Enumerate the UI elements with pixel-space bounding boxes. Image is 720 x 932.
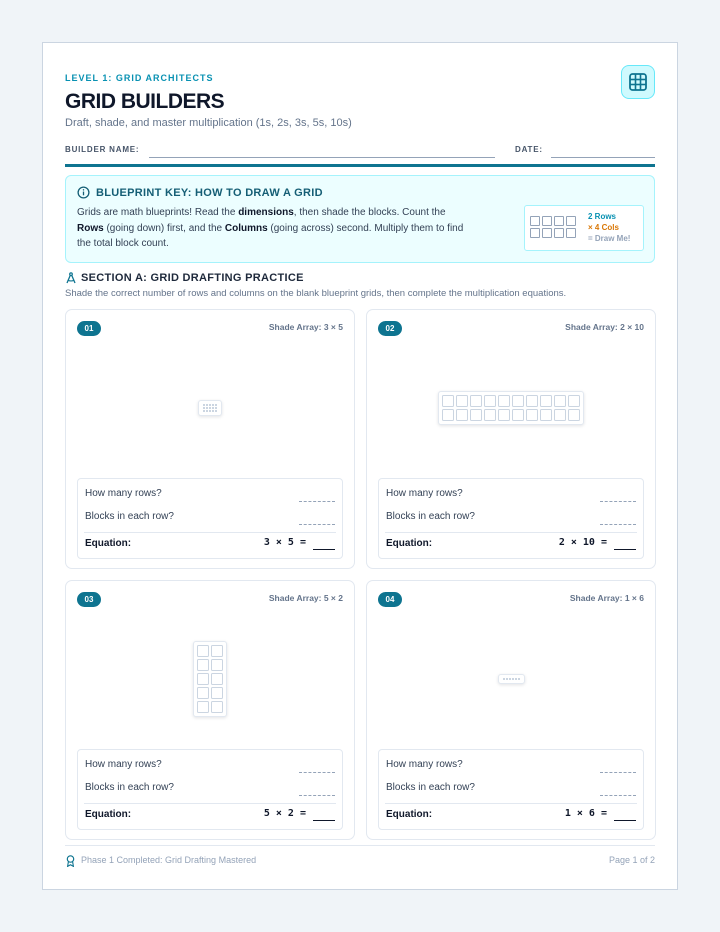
grid-cell[interactable] bbox=[456, 409, 468, 421]
grid-cell[interactable] bbox=[211, 645, 223, 657]
grid-cell[interactable] bbox=[212, 404, 214, 406]
grid-cell[interactable] bbox=[568, 395, 580, 407]
date-label: DATE: bbox=[515, 145, 543, 154]
shade-array-label: Shade Array: 1 × 6 bbox=[569, 593, 644, 603]
problem-number-badge: 02 bbox=[378, 321, 402, 336]
date-field[interactable] bbox=[551, 157, 655, 158]
demo-grid-cell bbox=[554, 228, 564, 238]
award-ribbon-icon bbox=[65, 854, 76, 872]
rows-answer-blank[interactable] bbox=[299, 501, 335, 502]
demo-grid-cell bbox=[566, 228, 576, 238]
grid-cell[interactable] bbox=[211, 687, 223, 699]
grid-cell[interactable] bbox=[197, 659, 209, 671]
shade-array-label: Shade Array: 3 × 5 bbox=[268, 322, 343, 332]
section-title: SECTION A: GRID DRAFTING PRACTICE bbox=[81, 272, 304, 284]
rows-answer-blank[interactable] bbox=[600, 501, 636, 502]
grid-cell[interactable] bbox=[215, 410, 217, 412]
grid-cell[interactable] bbox=[203, 404, 205, 406]
section-description: Shade the correct number of rows and columns on the blank blueprint grids, then complete the multiplication equations. bbox=[65, 288, 567, 299]
grid-cell[interactable] bbox=[470, 409, 482, 421]
grid-cell[interactable] bbox=[518, 678, 520, 680]
problem-card-02 bbox=[366, 309, 656, 569]
problem-card-04 bbox=[366, 580, 656, 840]
blueprint-grid-area bbox=[367, 340, 655, 476]
builder-name-field[interactable] bbox=[149, 157, 495, 158]
demo-grid-cell bbox=[530, 216, 540, 226]
answer-divider bbox=[84, 803, 336, 804]
grid-icon bbox=[621, 65, 655, 99]
header-divider bbox=[65, 164, 655, 167]
rows-question: How many rows? bbox=[85, 488, 162, 499]
grid-cell[interactable] bbox=[526, 395, 538, 407]
blueprint-grid[interactable] bbox=[438, 391, 584, 425]
grid-cell[interactable] bbox=[540, 395, 552, 407]
grid-cell[interactable] bbox=[209, 404, 211, 406]
builder-name-label: BUILDER NAME: bbox=[65, 145, 140, 154]
grid-cell[interactable] bbox=[211, 659, 223, 671]
problem-number-badge: 01 bbox=[77, 321, 101, 336]
blueprint-key-title: BLUEPRINT KEY: HOW TO DRAW A GRID bbox=[96, 187, 323, 199]
cols-question: Blocks in each row? bbox=[85, 782, 174, 793]
demo-result-text: = Draw Me! bbox=[588, 234, 631, 243]
grid-cell[interactable] bbox=[470, 395, 482, 407]
grid-cell[interactable] bbox=[211, 701, 223, 713]
grid-cell[interactable] bbox=[197, 645, 209, 657]
grid-cell[interactable] bbox=[509, 678, 511, 680]
grid-cell[interactable] bbox=[206, 410, 208, 412]
problem-number-badge: 03 bbox=[77, 592, 101, 607]
grid-cell[interactable] bbox=[484, 395, 496, 407]
footer-divider bbox=[65, 845, 655, 846]
equation-label: Equation: bbox=[85, 809, 132, 820]
blueprint-demo-box bbox=[524, 205, 644, 251]
grid-cell[interactable] bbox=[206, 404, 208, 406]
grid-cell[interactable] bbox=[442, 395, 454, 407]
info-icon bbox=[77, 186, 90, 204]
worksheet-page bbox=[42, 42, 678, 890]
grid-cell[interactable] bbox=[540, 409, 552, 421]
grid-cell[interactable] bbox=[215, 407, 217, 409]
grid-cell[interactable] bbox=[206, 407, 208, 409]
footer-status: Phase 1 Completed: Grid Drafting Mastered bbox=[81, 855, 257, 865]
problem-number-badge: 04 bbox=[378, 592, 402, 607]
answer-divider bbox=[385, 803, 637, 804]
cols-question: Blocks in each row? bbox=[386, 782, 475, 793]
page-subtitle: Draft, shade, and master multiplication (1s, 2s, 3s, 5s, 10s) bbox=[65, 117, 352, 129]
cols-question: Blocks in each row? bbox=[386, 511, 475, 522]
equation-text: 3 × 5 = bbox=[263, 537, 306, 548]
grid-cell[interactable] bbox=[203, 407, 205, 409]
blueprint-grid[interactable] bbox=[193, 641, 227, 717]
shade-array-label: Shade Array: 2 × 10 bbox=[565, 322, 644, 332]
drafting-compass-icon bbox=[65, 271, 77, 289]
cols-answer-blank[interactable] bbox=[600, 795, 636, 796]
name-date-row bbox=[65, 143, 655, 159]
cols-question: Blocks in each row? bbox=[85, 511, 174, 522]
cols-answer-blank[interactable] bbox=[299, 795, 335, 796]
grid-cell[interactable] bbox=[554, 395, 566, 407]
demo-cols-text: × 4 Cols bbox=[588, 223, 619, 232]
grid-cell[interactable] bbox=[197, 701, 209, 713]
grid-cell[interactable] bbox=[203, 410, 205, 412]
answer-divider bbox=[84, 532, 336, 533]
level-eyebrow: LEVEL 1: GRID ARCHITECTS bbox=[65, 73, 214, 83]
rows-question: How many rows? bbox=[386, 759, 463, 770]
demo-grid-cell bbox=[542, 228, 552, 238]
demo-grid-cell bbox=[554, 216, 564, 226]
grid-cell[interactable] bbox=[526, 409, 538, 421]
grid-cell[interactable] bbox=[568, 409, 580, 421]
grid-cell[interactable] bbox=[498, 409, 510, 421]
answer-box bbox=[378, 749, 644, 830]
grid-cell[interactable] bbox=[215, 404, 217, 406]
equation-label: Equation: bbox=[386, 538, 433, 549]
grid-cell[interactable] bbox=[209, 410, 211, 412]
rows-question: How many rows? bbox=[85, 759, 162, 770]
grid-cell[interactable] bbox=[442, 409, 454, 421]
grid-cell[interactable] bbox=[209, 407, 211, 409]
grid-cell[interactable] bbox=[512, 678, 514, 680]
grid-cell[interactable] bbox=[515, 678, 517, 680]
equation-answer-blank[interactable] bbox=[614, 549, 636, 550]
answer-box bbox=[77, 749, 343, 830]
equation-answer-blank[interactable] bbox=[614, 820, 636, 821]
grid-cell[interactable] bbox=[197, 673, 209, 685]
demo-rows-text: 2 Rows bbox=[588, 212, 617, 221]
demo-grid bbox=[530, 216, 576, 238]
blueprint-grid[interactable] bbox=[198, 400, 222, 416]
demo-grid-cell bbox=[530, 228, 540, 238]
shade-array-label: Shade Array: 5 × 2 bbox=[268, 593, 343, 603]
blueprint-grid-area bbox=[66, 611, 354, 747]
equation-label: Equation: bbox=[386, 809, 433, 820]
rows-question: How many rows? bbox=[386, 488, 463, 499]
page-title: GRID BUILDERS bbox=[65, 90, 225, 113]
cols-answer-blank[interactable] bbox=[299, 524, 335, 525]
grid-cell[interactable] bbox=[506, 678, 508, 680]
blueprint-key-text: Grids are math blueprints! Read the dimensions, then shade the blocks. Count the Rows (going down) first, and the Columns (going across) second. Multiply them to find the total block count. bbox=[77, 207, 464, 249]
grid-cell[interactable] bbox=[456, 395, 468, 407]
grid-cell[interactable] bbox=[512, 395, 524, 407]
equation-text: 5 × 2 = bbox=[263, 808, 306, 819]
grid-cell[interactable] bbox=[212, 410, 214, 412]
demo-grid-cell bbox=[566, 216, 576, 226]
answer-box bbox=[77, 478, 343, 559]
grid-cell[interactable] bbox=[484, 409, 496, 421]
grid-cell[interactable] bbox=[503, 678, 505, 680]
page-number: Page 1 of 2 bbox=[608, 855, 655, 865]
grid-cell[interactable] bbox=[211, 673, 223, 685]
equation-label: Equation: bbox=[85, 538, 132, 549]
problem-card-01 bbox=[65, 309, 355, 569]
demo-grid-cell bbox=[542, 216, 552, 226]
cols-answer-blank[interactable] bbox=[600, 524, 636, 525]
grid-cell[interactable] bbox=[512, 409, 524, 421]
grid-cell[interactable] bbox=[498, 395, 510, 407]
grid-cell[interactable] bbox=[197, 687, 209, 699]
grid-cell[interactable] bbox=[212, 407, 214, 409]
blueprint-grid-area bbox=[367, 611, 655, 747]
blueprint-grid-area bbox=[66, 340, 354, 476]
equation-text: 2 × 10 = bbox=[558, 537, 607, 548]
equation-answer-blank[interactable] bbox=[313, 549, 335, 550]
rows-answer-blank[interactable] bbox=[299, 772, 335, 773]
blueprint-key-panel bbox=[65, 175, 655, 263]
answer-divider bbox=[385, 532, 637, 533]
rows-answer-blank[interactable] bbox=[600, 772, 636, 773]
equation-text: 1 × 6 = bbox=[564, 808, 607, 819]
answer-box bbox=[378, 478, 644, 559]
grid-cell[interactable] bbox=[554, 409, 566, 421]
blueprint-grid[interactable] bbox=[498, 674, 525, 684]
equation-answer-blank[interactable] bbox=[313, 820, 335, 821]
problem-card-03 bbox=[65, 580, 355, 840]
